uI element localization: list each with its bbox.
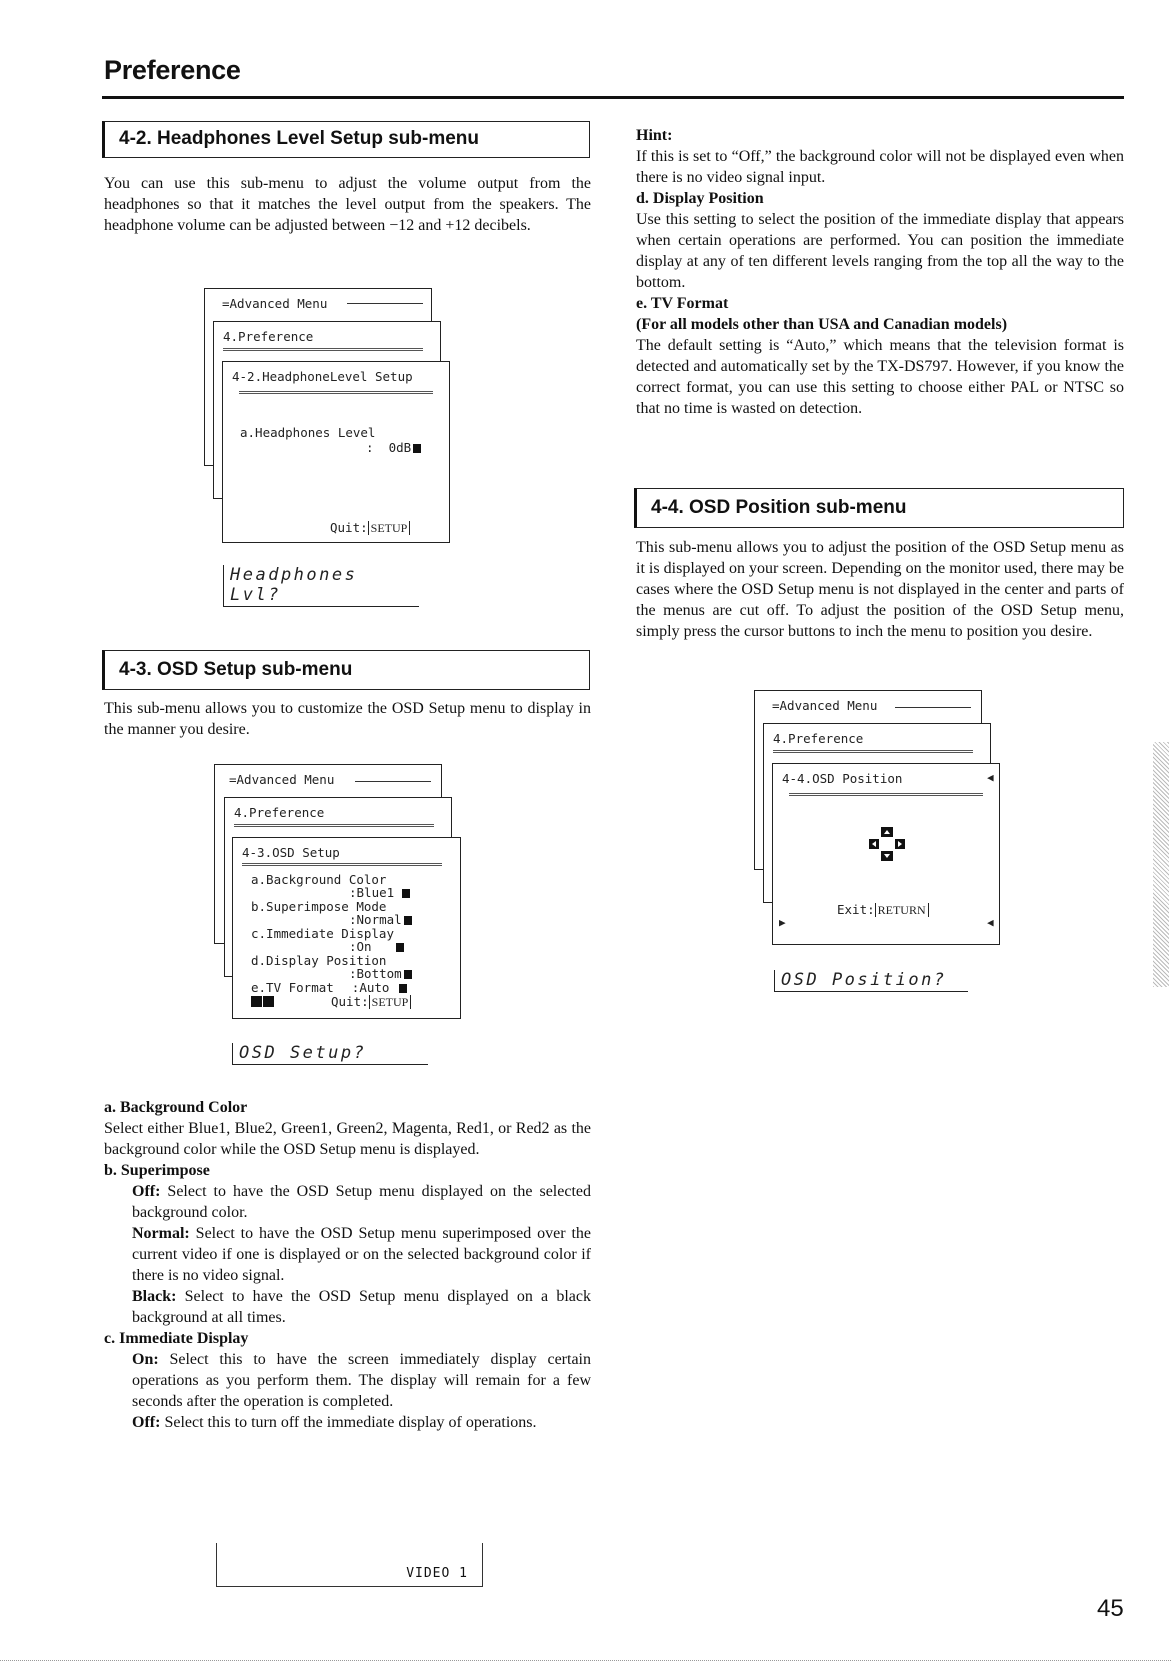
option-label: Off: — [132, 1414, 161, 1431]
section-heading-4-3: 4-3. OSD Setup sub-menu — [102, 650, 590, 690]
osd-value: :On — [349, 939, 372, 954]
return-key-label: RETURN — [875, 903, 929, 917]
osd-exit-label: Exit: — [837, 902, 875, 917]
option-label: Normal: — [132, 1225, 190, 1242]
option-text: Select to have the OSD Setup menu displayed on a black background at all times. — [132, 1288, 591, 1326]
display-position-heading: d. Display Position — [636, 190, 764, 207]
up-key-icon — [251, 996, 262, 1007]
section-heading-4-4: 4-4. OSD Position sub-menu — [634, 488, 1124, 528]
osd-window-title: 4-4.OSD Position — [782, 771, 903, 786]
osd-position-screen — [754, 690, 1000, 946]
background-color-heading: a. Background Color — [104, 1099, 248, 1116]
right-column-text — [636, 125, 1124, 419]
down-key-icon — [263, 996, 274, 1007]
lcd-display: OSD Setup? — [232, 1043, 428, 1065]
option-label: Black: — [132, 1288, 177, 1305]
video-display-box: VIDEO 1 — [216, 1543, 483, 1587]
immediate-display-heading: c. Immediate Display — [104, 1330, 249, 1347]
tv-format-subheading: (For all models other than USA and Canadian models) — [636, 316, 1008, 333]
superimpose-off — [104, 1181, 591, 1223]
osd-value: :Bottom — [349, 966, 402, 981]
option-text: Select this to have the screen immediately display certain operations as you perform them. The display will remain for a few seconds after the operation is completed. — [132, 1351, 591, 1410]
adjust-arrow-icon — [399, 984, 407, 993]
osd-item: d.Display Position — [251, 953, 387, 968]
s44-intro: This sub-menu allows you to adjust the position of the OSD Setup menu as it is displayed on your screen. Depending on the monitor used, there may be cases where the OSD Setup menu is not displayed in the center and parts of the menus are cut off. To adjust the position of the OSD Setup menu, simply press the cursor buttons to inch the menu to position you desire. — [636, 539, 1124, 640]
bottom-left-marker-icon: ▶ — [779, 916, 786, 929]
option-text: Select to have the OSD Setup menu superimposed over the current video if one is displayed or on the selected background color if there is no video signal. — [132, 1225, 591, 1284]
bottom-right-marker-icon: ◀ — [987, 916, 994, 929]
osd-item: a.Background Color — [251, 872, 387, 887]
s43-details — [104, 1097, 591, 1433]
s42-intro: You can use this sub-menu to adjust the volume output from the headphones so that it matches the level output from the speakers. The headphone volume can be adjusted between −12 and +12 decibels. — [104, 175, 591, 234]
lcd-display: OSD Position? — [774, 970, 968, 992]
osd-window-title: 4.Preference — [223, 329, 314, 344]
osd-quit-label: Quit: — [330, 520, 368, 535]
bottom-border — [0, 1660, 1171, 1661]
display-position-text: Use this setting to select the position of the immediate display that appears when certain operations are performed. You can position the immediate display at any of ten different levels ranging from the top all the way to the bottom. — [636, 211, 1124, 291]
page-edge-tab — [1153, 742, 1169, 987]
adjust-arrow-icon — [404, 916, 412, 925]
option-label: Off: — [132, 1183, 161, 1200]
section-heading-4-2: 4-2. Headphones Level Setup sub-menu — [102, 121, 590, 158]
osd-quit-label: Quit: — [331, 994, 369, 1009]
osd-window-title: 4.Preference — [773, 731, 864, 746]
osd-item: e.TV Format — [251, 980, 334, 995]
osd-window-title: =Advanced Menu — [222, 296, 328, 311]
superimpose-normal — [104, 1223, 591, 1286]
adjust-arrow-icon — [402, 889, 410, 898]
osd-setup-screen — [214, 764, 461, 1020]
osd-window-title: 4-2.HeadphoneLevel Setup — [232, 369, 413, 384]
option-text: Select this to turn off the immediate display of operations. — [160, 1414, 537, 1431]
osd-item: c.Immediate Display — [251, 926, 394, 941]
option-label: On: — [132, 1351, 159, 1368]
s43-intro: This sub-menu allows you to customize the OSD Setup menu to display in the manner you desire. — [104, 700, 591, 738]
adjust-arrow-icon — [396, 943, 404, 952]
osd-item: b.Superimpose Mode — [251, 899, 387, 914]
hint-text: If this is set to “Off,” the background color will not be displayed even when there is no video signal input. — [636, 148, 1124, 186]
osd-value: :Normal — [349, 912, 402, 927]
osd-window-title: 4.Preference — [234, 805, 325, 820]
osd-value: :Blue1 — [349, 885, 395, 900]
superimpose-heading: b. Superimpose — [104, 1162, 210, 1179]
adjust-arrow-icon — [404, 970, 412, 979]
osd-value: : 0dB — [366, 440, 412, 455]
osd-window-title: =Advanced Menu — [229, 772, 335, 787]
setup-key-label: SETUP — [369, 995, 412, 1009]
osd-item: a.Headphones Level — [240, 425, 376, 440]
tv-format-heading: e. TV Format — [636, 295, 729, 312]
immediate-display-off — [104, 1412, 591, 1433]
option-text: Select to have the OSD Setup menu displayed on the selected background color. — [132, 1183, 591, 1221]
top-right-marker-icon: ◀ — [987, 771, 994, 784]
background-color-text: Select either Blue1, Blue2, Green1, Green2, Magenta, Red1, or Red2 as the background color while the OSD Setup menu is displayed. — [104, 1120, 591, 1158]
title-rule — [102, 96, 1124, 99]
superimpose-black — [104, 1286, 591, 1328]
page-title: Preference — [104, 55, 241, 85]
setup-key-label: SETUP — [368, 521, 411, 535]
tv-format-text: The default setting is “Auto,” which means that the television format is detected and automatically set by the TX-DS797. However, if you know the correct format, you can use this setting to choose either PAL or NTSC so that no time is wasted on detection. — [636, 337, 1124, 417]
osd-window-title: =Advanced Menu — [772, 698, 878, 713]
osd-window-title: 4-3.OSD Setup — [242, 845, 340, 860]
page-number: 45 — [1097, 1595, 1124, 1622]
cursor-keys-icon — [869, 827, 905, 861]
lcd-display: Headphones Lvl? — [223, 565, 419, 607]
hint-heading: Hint: — [636, 127, 673, 144]
adjust-arrow-icon — [413, 444, 421, 453]
osd-value: :Auto — [351, 980, 390, 995]
immediate-display-on — [104, 1349, 591, 1412]
osd-headphones-screen — [204, 288, 451, 544]
